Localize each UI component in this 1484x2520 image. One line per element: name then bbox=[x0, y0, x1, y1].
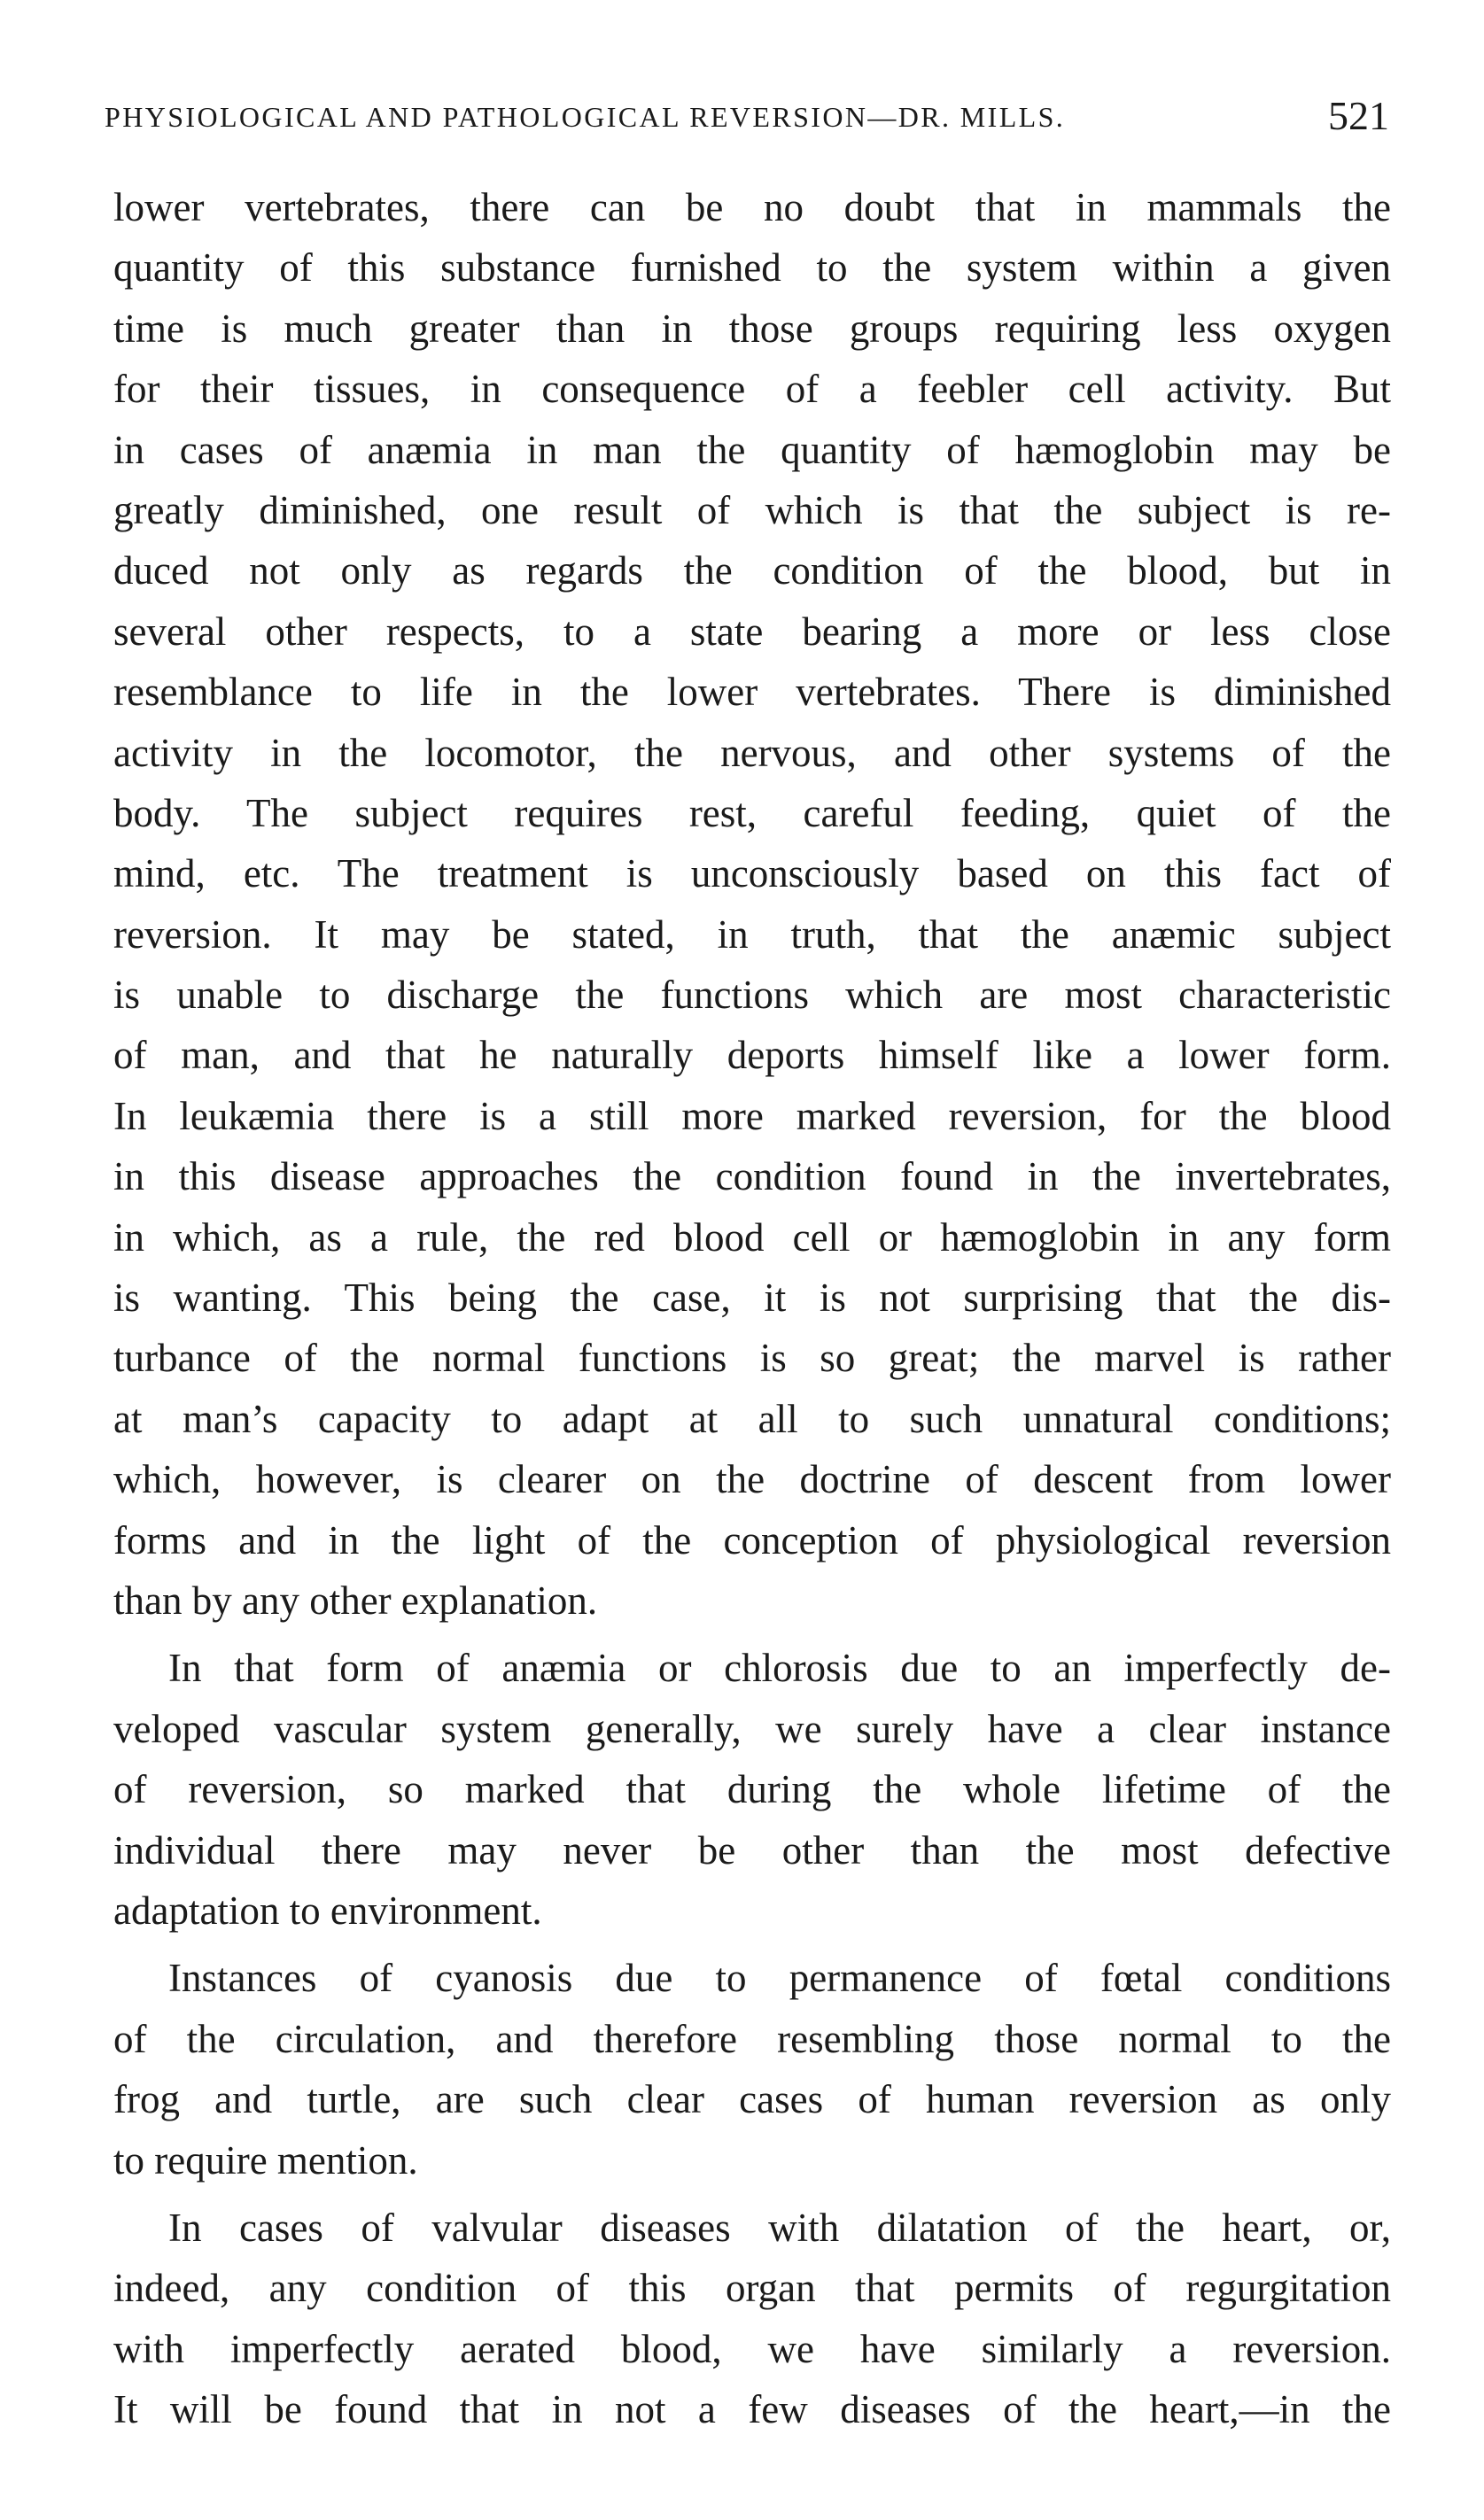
text-line: to require mention. bbox=[113, 2137, 418, 2183]
paragraph-gap bbox=[113, 2190, 1391, 2198]
text-line: lower vertebrates, there can be no doubt that in mammals the bbox=[113, 185, 1391, 229]
text-line: It will be found that in not a few diseases of the heart,—in the bbox=[113, 2387, 1391, 2432]
text-line: for their tissues, in consequence of a feebler cell activity. But bbox=[113, 367, 1391, 412]
text-line: is wanting. This being the case, it is not surprising that the dis- bbox=[113, 1276, 1391, 1321]
text-line: Instances of cyanosis due to permanence of fœtal conditions bbox=[168, 1956, 1391, 2001]
text-line: duced not only as regards the condition of the blood, but in bbox=[113, 548, 1391, 593]
text-line: of man, and that he naturally deports himself like a lower form. bbox=[113, 1033, 1391, 1078]
text-line: of reversion, so marked that during the whole lifetime of the bbox=[113, 1767, 1391, 1812]
body-text bbox=[113, 177, 1391, 2498]
text-line: in cases of anæmia in man the quantity of hæmoglobin may be bbox=[113, 427, 1391, 472]
paragraph bbox=[113, 177, 1391, 1631]
text-line: body. The subject requires rest, careful feeding, quiet of the bbox=[113, 790, 1391, 835]
text-line: in this disease approaches the condition found in the invertebrates, bbox=[113, 1154, 1391, 1199]
text-line: In leukæmia there is a still more marked reversion, for the blood bbox=[113, 1093, 1391, 1138]
text-line: time is much greater than in those groups requiring less oxygen bbox=[113, 306, 1391, 351]
text-line: with imperfectly aerated blood, we have similarly a reversion. bbox=[113, 2326, 1391, 2371]
paragraph bbox=[113, 1948, 1391, 2190]
text-line: turbance of the normal functions is so great; the marvel is rather bbox=[113, 1336, 1391, 1381]
paragraph bbox=[113, 1638, 1391, 1941]
text-line: In that form of anæmia or chlorosis due to an imperfectly de- bbox=[168, 1646, 1391, 1691]
paragraph-gap bbox=[113, 1631, 1391, 1638]
text-line: reversion. It may be stated, in truth, that the anæmic subject bbox=[113, 911, 1391, 957]
text-line: several other respects, to a state bearing a more or less close bbox=[113, 609, 1391, 654]
paragraph-gap bbox=[113, 1941, 1391, 1948]
text-line: quantity of this substance furnished to the system within a given bbox=[113, 245, 1391, 291]
text-line: in which, as a rule, the red blood cell or hæmoglobin in any form bbox=[113, 1214, 1391, 1260]
page-number: 521 bbox=[1328, 93, 1389, 138]
text-line: resemblance to life in the lower vertebrates. There is diminished bbox=[113, 670, 1391, 715]
text-line: greatly diminished, one result of which is that the subject is re- bbox=[113, 487, 1391, 532]
text-line: frog and turtle, are such clear cases of human reversion as only bbox=[113, 2077, 1391, 2122]
paragraph bbox=[113, 2198, 1391, 2440]
text-line: than by any other explanation. bbox=[113, 1578, 598, 1623]
text-line: mind, etc. The treatment is unconsciously based on this fact of bbox=[113, 851, 1391, 896]
text-line: individual there may never be other than the most defective bbox=[113, 1827, 1391, 1873]
text-line: veloped vascular system generally, we surely have a clear instance bbox=[113, 1706, 1391, 1751]
text-line: of the circulation, and therefore resembling those normal to the bbox=[113, 2016, 1391, 2061]
running-head bbox=[105, 93, 1389, 142]
text-line: indeed, any condition of this organ that permits of regurgitation bbox=[113, 2266, 1391, 2311]
text-line: activity in the locomotor, the nervous, and other systems of the bbox=[113, 730, 1391, 775]
text-line: adaptation to environment. bbox=[113, 1888, 542, 1933]
running-title: PHYSIOLOGICAL AND PATHOLOGICAL REVERSION—DR. MILLS. bbox=[105, 101, 1066, 133]
text-line: In cases of valvular diseases with dilatation of the heart, or, bbox=[168, 2205, 1391, 2250]
text-line: which, however, is clearer on the doctrine of descent from lower bbox=[113, 1457, 1391, 1502]
text-line: forms and in the light of the conception of physiological reversion bbox=[113, 1517, 1391, 1562]
text-line: is unable to discharge the functions which are most characteristic bbox=[113, 973, 1391, 1018]
text-line: at man’s capacity to adapt at all to such unnatural conditions; bbox=[113, 1396, 1391, 1441]
